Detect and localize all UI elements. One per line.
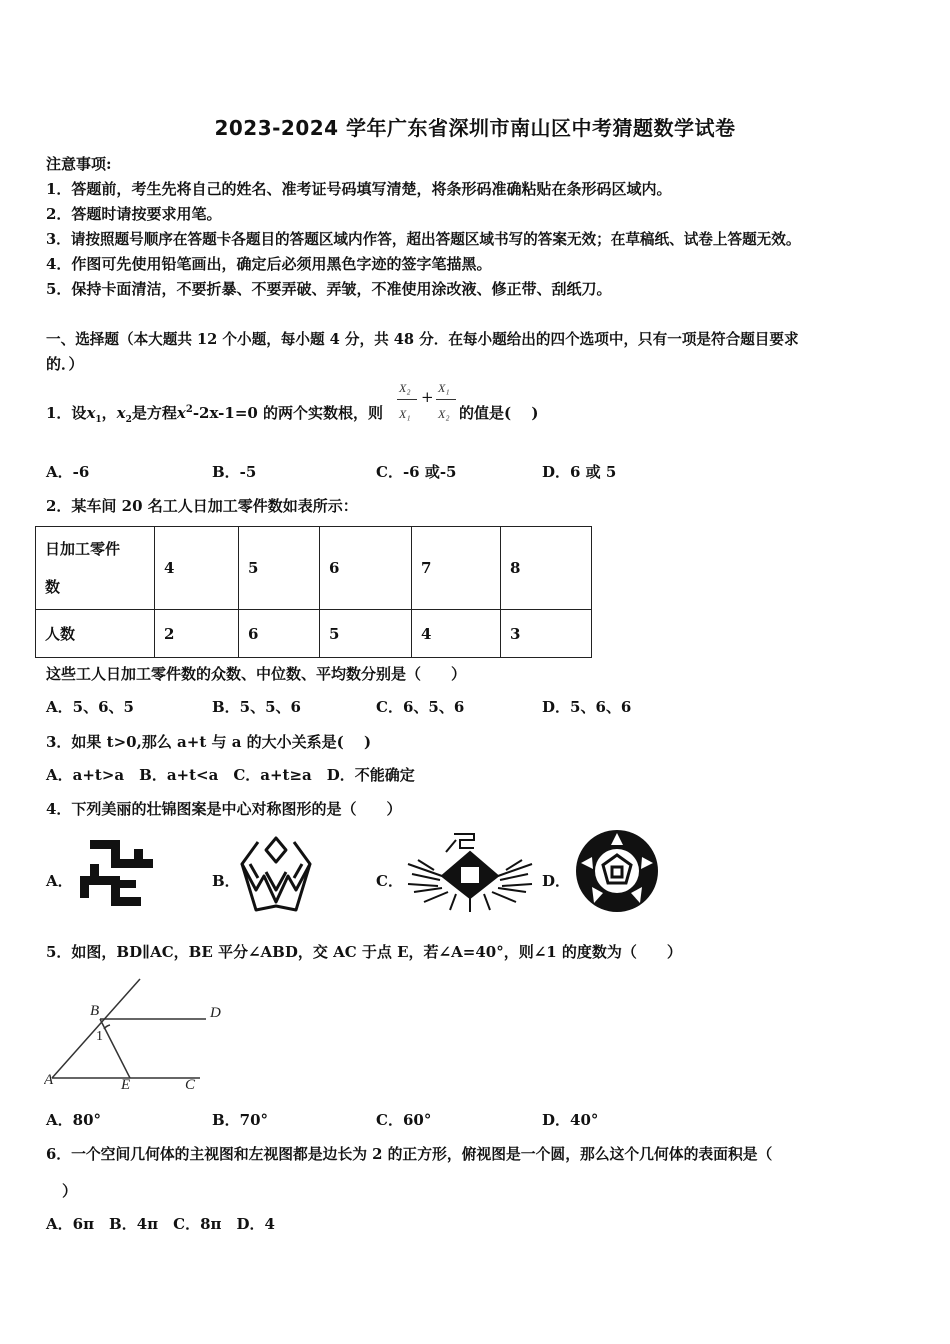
question-5-stem: 5．如图，BD∥AC，BE 平分∠ABD，交 AC 于点 E，若∠A=40°，则∠1 的度数为（ ） [46, 943, 682, 961]
table-cell: 7 [412, 527, 501, 610]
q1-option-d[interactable]: D．6 或 5 [542, 463, 617, 481]
q1-option-c[interactable]: C．-6 或-5 [376, 463, 457, 481]
q1-frac2-num: X₁ [438, 381, 450, 395]
q1-x1: x [86, 404, 96, 422]
question-3-stem: 3．如果 t>0,那么 a+t 与 a 的大小关系是( ) [46, 733, 372, 751]
label-b: B [90, 1003, 100, 1019]
notice-item: 2．答题时请按要求用笔。 [46, 205, 222, 223]
q1-prefix: 1．设 [46, 404, 87, 422]
table-header-cell [36, 527, 155, 610]
q1-eq-x: x [176, 404, 186, 422]
table-cell: 6 [320, 527, 412, 610]
q1-plus: + [421, 388, 434, 406]
q1-frac1-den: X₁ [399, 407, 411, 421]
label-c: C [185, 1077, 196, 1093]
q1-option-a[interactable]: A．-6 [46, 463, 90, 481]
question-2-stem: 2．某车间 20 名工人日加工零件数如表所示： [46, 497, 358, 515]
label-a: A [44, 1072, 54, 1088]
table-cell: 5 [320, 610, 412, 658]
table-cell: 5 [239, 527, 320, 610]
q5-option-d[interactable]: D．40° [542, 1111, 599, 1129]
q2-option-b[interactable]: B．5、5、6 [212, 698, 301, 716]
q4-option-c-label[interactable]: C． [376, 872, 403, 890]
q1-frac2-den: X₂ [438, 407, 450, 421]
q3-options[interactable]: A．a+t>a B．a+t<a C．a+t≥a D．不能确定 [46, 766, 415, 784]
q4-option-a-label[interactable]: A． [46, 872, 73, 890]
q2-question: 这些工人日加工零件数的众数、中位数、平均数分别是（ ） [46, 665, 467, 683]
table-cell: 8 [501, 527, 592, 610]
pattern-b-figure [236, 832, 316, 916]
notice-item: 4．作图可先使用铅笔画出，确定后必须用黑色字迹的签字笔描黑。 [46, 255, 492, 273]
question-1-stem [46, 402, 383, 425]
q1-frac1-num: X₂ [399, 381, 411, 395]
notice-item: 3．请按照题号顺序在答题卡各题目的答题区域内作答，超出答题区域书写的答案无效；在草稿纸、试卷上答题无效。 [46, 231, 801, 248]
q5-option-c[interactable]: C．60° [376, 1111, 432, 1129]
notice-heading: 注意事项: [46, 155, 112, 173]
q1-option-b[interactable]: B．-5 [212, 463, 257, 481]
label-angle-1: 1 [96, 1029, 103, 1044]
q2-option-d[interactable]: D．5、6、6 [542, 698, 632, 716]
table-cell: 3 [501, 610, 592, 658]
work-count-table [35, 526, 592, 658]
q1-frac2-bar [436, 399, 456, 400]
table-cell: 4 [155, 527, 239, 610]
notice-item: 5．保持卡面清洁，不要折暴、不要弄破、弄皱，不准使用涂改液、修正带、刮纸刀。 [46, 280, 612, 298]
q2-option-c[interactable]: C．6、5、6 [376, 698, 465, 716]
notice-item: 1．答题前，考生先将自己的姓名、准考证号码填写清楚，将条形码准确粘贴在条形码区域内。 [46, 180, 672, 198]
header-text: 日加工零件 [45, 540, 121, 558]
q2-option-a[interactable]: A．5、6、5 [46, 698, 134, 716]
q1-comma: ， [101, 404, 117, 422]
label-d: D [210, 1005, 221, 1021]
q4-option-b-label[interactable]: B． [212, 872, 240, 890]
header-text: 数 [45, 578, 61, 596]
question-6-stem: 6．一个空间几何体的主视图和左视图都是边长为 2 的正方形，俯视图是一个圆，那么这个几何体的表面积是（ [46, 1146, 773, 1163]
section-heading-line2: 的．） [46, 355, 84, 373]
table-cell: 4 [412, 610, 501, 658]
section-heading-line1: 一、选择题（本大题共 12 个小题，每小题 4 分，共 48 分．在每小题给出的四个选项中，只有一项是符合题目要求 [46, 331, 799, 348]
table-cell: 2 [155, 610, 239, 658]
table-header-cell: 人数 [36, 610, 155, 658]
question-4-stem: 4．下列美丽的壮锦图案是中心对称图形的是（ ） [46, 800, 402, 818]
table-cell: 6 [239, 610, 320, 658]
q5-geometry-figure [44, 975, 230, 1093]
pattern-a-figure [76, 836, 156, 912]
q1-eq-rest: -2x-1=0 的两个实数根，则 [192, 404, 384, 422]
q1-sub1: 1 [95, 415, 102, 425]
q1-suffix: 的值是( ) [459, 404, 539, 422]
q1-x2: x [116, 404, 126, 422]
q5-option-a[interactable]: A．80° [46, 1111, 102, 1129]
table-row [36, 610, 592, 658]
pattern-d-figure [574, 829, 660, 913]
q1-mid: 是方程 [131, 404, 177, 422]
q4-option-d-label[interactable]: D． [542, 872, 571, 890]
label-e: E [121, 1077, 131, 1093]
table-row [36, 527, 592, 610]
q5-option-b[interactable]: B．70° [212, 1111, 269, 1129]
q1-sub2: 2 [125, 415, 132, 425]
q1-frac1-bar [397, 399, 417, 400]
q1-eq-sup: 2 [185, 404, 193, 415]
question-6-stem-end: ） [62, 1182, 78, 1200]
pattern-c-figure [404, 830, 536, 914]
q6-options[interactable]: A．6π B．4π C．8π D．4 [46, 1215, 275, 1233]
page-title: 2023-2024 学年广东省深圳市南山区中考猜题数学试卷 [214, 116, 736, 140]
